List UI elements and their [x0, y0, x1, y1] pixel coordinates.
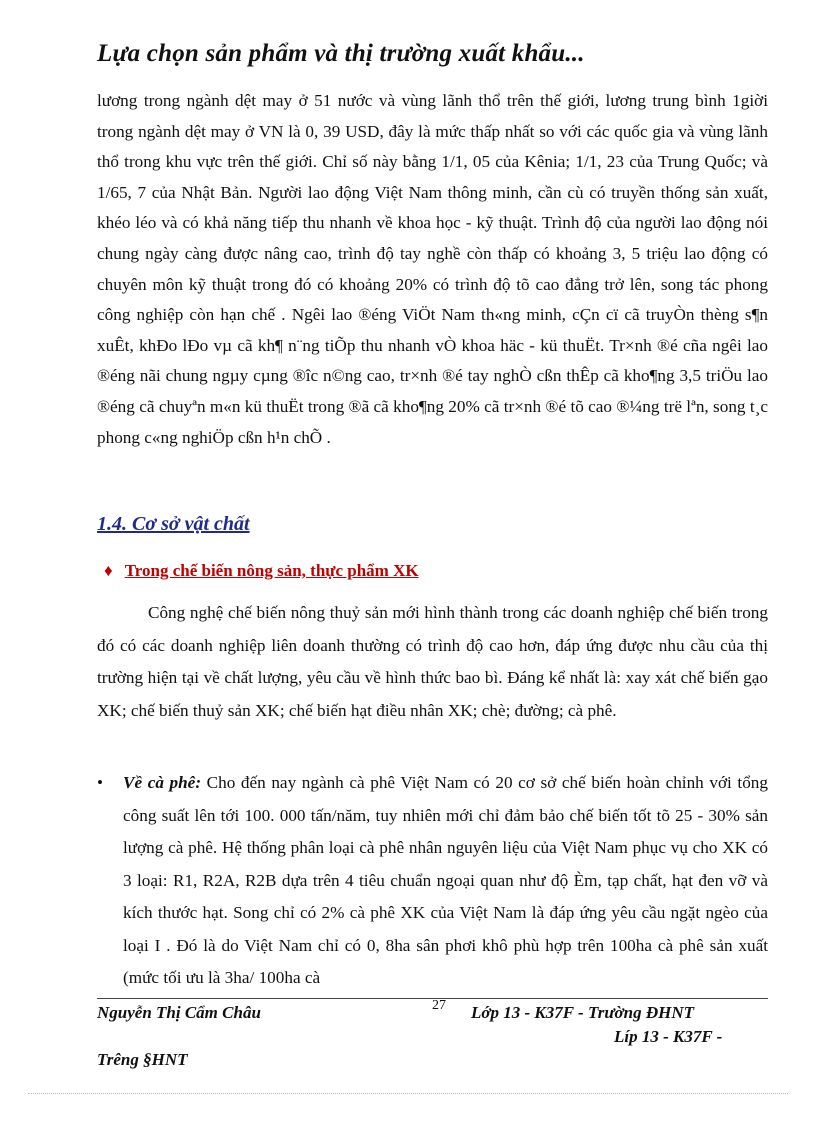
diamond-bullet-icon: ♦	[104, 561, 113, 580]
page-header-title: Lựa chọn sản phẩm và thị trường xuất khẩu...	[97, 40, 585, 67]
bullet-body: Cho đến nay ngành cà phê Việt Nam có 20 cơ sở chế biến hoàn chỉnh với tổng công suất lên tới 100. 000 tấn/năm, tuy nhiên mới chỉ đảm bảo chế biến tốt tõ 25 - 30% sản lượng cà phê. Hệ thống phân loại cà phê nhân nguyên liệu của Việt Nam phục vụ cho XK có 3 loại: R1, R2A, R2B dựa trên 4 tiêu chuẩn ngoại quan như độ Èm, tạp chất, hạt đen vỡ và kích thước hạt. Song chỉ có 2% cà phê XK của Việt Nam là đáp ứng yêu cầu ngặt ngèo của loại I . Đó là do Việt Nam chỉ có 0, 8ha sân phơi khô phù hợp trên 100ha cà phê sản xuất (mức tối ưu là 3ha/ 100ha cà	[123, 773, 768, 987]
footer-class-2: Líp 13 - K37F -	[614, 1027, 723, 1046]
section-heading: 1.4. Cơ sở vật chất	[97, 513, 250, 535]
subheading	[104, 561, 419, 581]
footer-school: Trêng §HNT	[97, 1050, 188, 1069]
paragraph-text: lương trong ngành dệt may ở 51 nước và vùng lãnh thổ trên thế giới, lương trung bình 1giời trong ngành dệt may ở VN là 0, 39 USD, đây là mức thấp nhất so với các quốc gia và vùng lãnh thổ trong khu vực trên thế giới. Chỉ số này bằng 1/1, 05 của Kênia; 1/1, 23 của Trung Quốc; và 1/65, 7 của Nhật Bản. Người lao động Việt Nam thông minh, cần cù có truyền thống sản xuất, khéo léo và có khả năng tiếp thu nhanh về khoa học - kỹ thuật. Trình độ của người lao động nói chung ngày càng được nâng cao, trình độ tay nghề còn thấp có khoảng 3, 5 triệu lao động có chuyên môn kỹ thuật trong đó có khoảng 20% có trình độ tõ cao đẳng trở lên, song tác phong công nghiệp còn hạn chế . Ngêi lao ®éng ViÖt Nam th«ng minh, cÇn cï cã truyÒn thèng s¶n xuÊt, khÐo lÐo vµ cã kh¶ n¨ng tiÕp thu nhanh vÒ khoa häc - kü thuËt. Tr×nh ®é cña ngêi lao ®éng nãi chung ngµy cµng ®îc n©ng cao, tr×nh ®é tay nghÒ cßn thÊp cã kho¶ng 3,5 triÖu lao ®éng cã chuyªn m«n kü thuËt trong ®ã cã kho¶ng 20% cã tr×nh ®é tõ cao ®¼ng trë lªn, song t¸c phong c«ng nghiÖp cßn h¹n chÕ .	[97, 91, 768, 447]
footer-class-1: Lớp 13 - K37F - Trường ĐHNT	[471, 1003, 694, 1022]
subheading-text: Trong chế biến nông sản, thực phẩm XK	[124, 561, 419, 580]
body-paragraph-2: Công nghệ chế biến nông thuỷ sản mới hình thành trong các doanh nghiệp chế biến trong đó có các doanh nghiệp liên doanh thường có trình độ cao hơn, đáp ứng được nhu cầu của thị trường hiện tại về chất lượng, yêu cầu về hình thức bao bì. Đáng kể nhất là: xay xát chế biến gạo XK; chế biến thuỷ sản XK; chế biến hạt điều nhân XK; chè; đường; cà phê.	[97, 603, 768, 720]
bullet-dot-icon: •	[97, 773, 104, 792]
bullet-text	[123, 767, 768, 995]
page-number: 27	[432, 998, 446, 1013]
bullet-lead: Về cà phê:	[123, 773, 202, 792]
bullet-item-coffee	[97, 767, 768, 995]
page-bottom-dotted-line	[28, 1093, 788, 1094]
footer-author: Nguyễn Thị Cẩm Châu	[97, 1003, 261, 1022]
body-paragraph-1	[97, 86, 768, 453]
